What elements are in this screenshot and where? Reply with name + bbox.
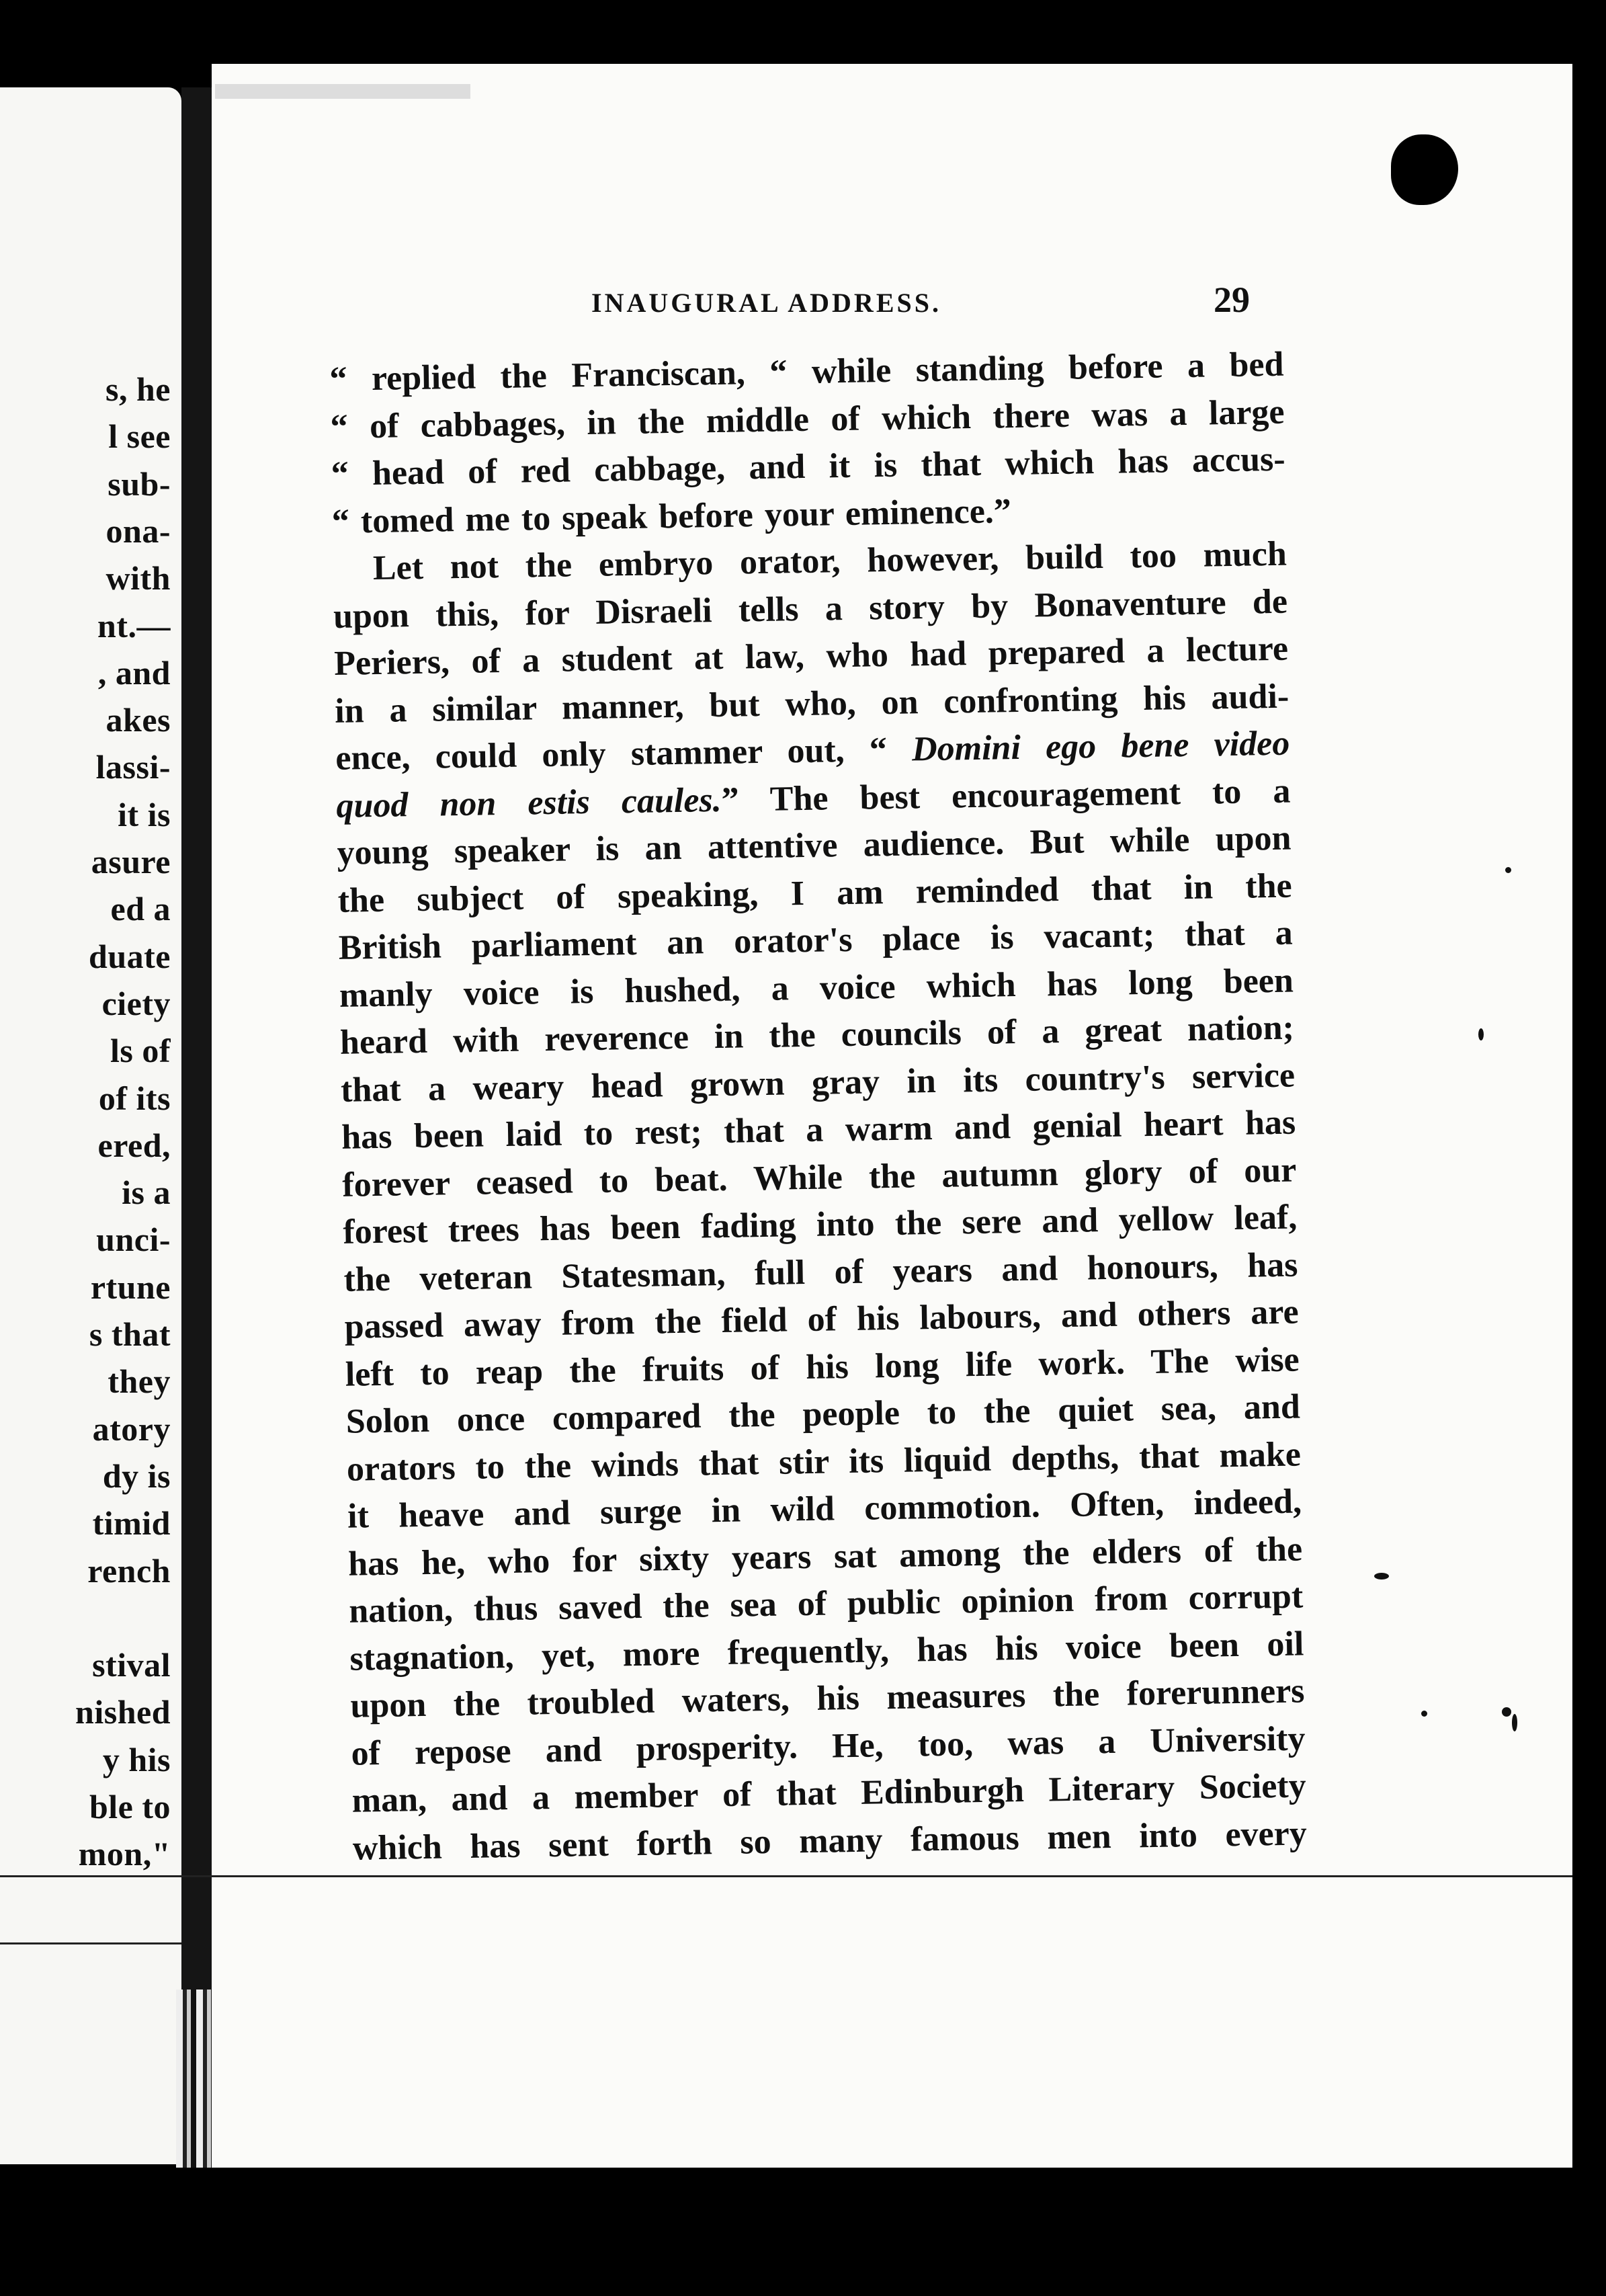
left-page-line: unci- — [96, 1221, 171, 1259]
left-page-line: of its — [98, 1079, 171, 1117]
text-line: man, and a member of that Edinburgh Literary Society — [351, 1766, 1307, 1820]
left-page-line: rtune — [90, 1268, 171, 1306]
text-line: it heave and surge in wild commotion. Often, indeed, — [347, 1482, 1302, 1536]
previous-page-fragment — [0, 87, 181, 2164]
left-page-line: ciety — [101, 984, 171, 1022]
left-page-line: atory — [92, 1409, 171, 1448]
left-page-line: y his — [102, 1740, 171, 1778]
left-page-line: mon," — [78, 1835, 171, 1873]
text-line: which has sent forth so many famous men into every — [352, 1813, 1308, 1868]
left-page-line: ed a — [110, 890, 171, 928]
text-line: has he, who for sixty years sat among the elders of the — [347, 1529, 1303, 1584]
left-page-line: l see — [108, 417, 171, 456]
book-gutter — [181, 87, 212, 2296]
left-page-line: akes — [105, 701, 171, 739]
left-page-line: nt.— — [97, 606, 171, 645]
left-page-line: rench — [87, 1551, 171, 1590]
text-line: heard with reverence in the councils of a great nation; — [339, 1008, 1295, 1062]
left-page-line: sub- — [108, 464, 171, 503]
paragraph-start-line: Let not the embryo orator, however, build too much — [372, 534, 1287, 588]
text-line: the subject of speaking, I am reminded that in the — [337, 866, 1292, 920]
left-page-line: dy is — [102, 1457, 171, 1495]
text-line: forever ceased to beat. While the autumn glory of our — [341, 1151, 1297, 1204]
text-line: upon this, for Disraeli tells a story by Bonaventure de — [333, 582, 1288, 636]
left-page-line: stival — [92, 1646, 171, 1684]
text-line: orators to the winds that stir its liquid depths, that make — [346, 1434, 1302, 1489]
text-line: British parliament an orator's place is vacant; that a — [338, 913, 1294, 967]
left-page-rule — [0, 1942, 181, 1944]
left-page-line: ble to — [89, 1788, 171, 1826]
left-page-line: s that — [89, 1315, 171, 1353]
page-number: 29 — [1214, 280, 1250, 320]
text-line: “ head of red cabbage, and it is that which has accus- — [331, 440, 1286, 493]
left-page-line: ls of — [110, 1032, 171, 1070]
latin-quote: Domini ego bene video — [911, 724, 1290, 769]
left-page-line: they — [108, 1362, 171, 1401]
text-segment: ence, could only stammer out, “ — [335, 731, 888, 778]
text-segment: ” The best encouragement to a — [721, 772, 1291, 819]
body-text — [329, 341, 1307, 1873]
text-line: upon the troubled waters, his measures the forerunners — [350, 1672, 1305, 1725]
text-line: forest trees has been fading into the sere and yellow leaf, — [343, 1198, 1298, 1252]
left-page-line: ered, — [97, 1126, 171, 1164]
scan-border-right — [1572, 64, 1606, 2296]
text-line: “ tomed me to speak before your eminence.” — [331, 491, 1012, 541]
text-line: “ replied the Franciscan, “ while standing before a bed — [329, 345, 1284, 399]
text-line: passed away from the field of his labours, and others are — [344, 1293, 1299, 1346]
text-line: that a weary head grown gray in its country's service — [340, 1056, 1296, 1110]
left-page-line: with — [105, 559, 171, 598]
left-page-line: timid — [92, 1504, 171, 1543]
running-head: INAUGURAL ADDRESS. — [591, 288, 941, 318]
left-page-line: lassi- — [95, 748, 171, 786]
text-line: of repose and prosperity. He, too, was a University — [351, 1719, 1306, 1773]
text-line: manly voice is hushed, a voice which has long been — [339, 961, 1294, 1015]
left-page-line: is a — [122, 1174, 171, 1212]
text-line: Solon once compared the people to the quiet sea, and — [345, 1387, 1301, 1441]
text-line: “ of cabbages, in the middle of which there was a large — [330, 393, 1285, 446]
text-line: in a similar manner, but who, on confronting his audi- — [334, 677, 1290, 731]
page-header — [591, 279, 1250, 326]
left-page-line: it is — [118, 795, 171, 833]
left-page-line: ona- — [105, 511, 171, 550]
left-page-line: duate — [89, 937, 171, 975]
left-page-line: asure — [91, 843, 171, 880]
text-line: the veteran Statesman, full of years and honours, has — [343, 1245, 1298, 1299]
text-line: has been laid to rest; that a warm and genial heart has — [341, 1103, 1296, 1157]
text-line: nation, thus saved the sea of public opinion from corrupt — [348, 1577, 1304, 1631]
page-bottom-rule — [0, 1875, 1572, 1877]
page-top-edge — [215, 84, 470, 99]
left-page-line: nished — [75, 1693, 171, 1731]
text-line: left to reap the fruits of his long life work. The wise — [345, 1340, 1300, 1394]
left-page-line: s, he — [105, 370, 171, 408]
text-line: stagnation, yet, more frequently, has his voice been oil — [349, 1624, 1304, 1678]
text-line: Periers, of a student at law, who had prepared a lecture — [333, 629, 1289, 683]
left-page-line: , and — [97, 653, 171, 692]
scan-border-bottom — [0, 2168, 1606, 2296]
text-line: young speaker is an attentive audience. But while upon — [337, 819, 1292, 872]
latin-quote: quod non estis caules. — [336, 780, 722, 825]
